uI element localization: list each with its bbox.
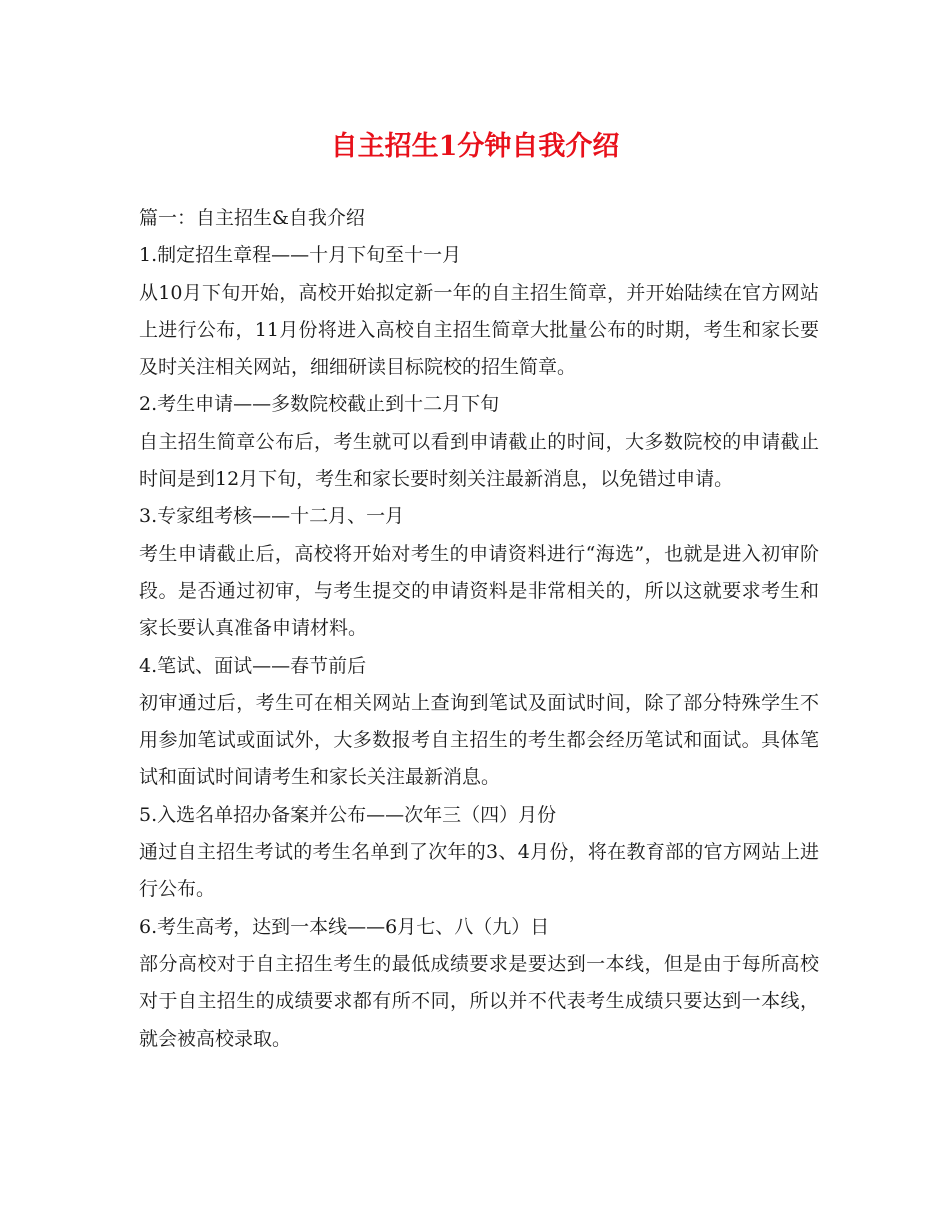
step-paragraph: 通过自主招生考试的考生名单到了次年的3、4月份，将在教育部的官方网站上进行公布。 [139,841,819,901]
section-heading: 篇一：自主招生&自我介绍 [139,207,365,229]
step-heading: 6.考生高考，达到一本线——6月七、八（九）日 [139,915,550,938]
step-paragraph: 从10月下旬开始，高校开始拟定新一年的自主招生简章，并开始陆续在官方网站上进行公布，11月份将进入高校自主招生简章大批量公布的时期，考生和家长要及时关注相关网站，细细研读目标院校的招生简章。 [139,281,819,379]
step-paragraph: 初审通过后，考生可在相关网站上查询到笔试及面试时间，除了部分特殊学生不用参加笔试或面试外，大多数报考自主招生的考生都会经历笔试和面试。具体笔试和面试时间请考生和家长关注最新消息。 [139,691,819,789]
step-paragraph: 部分高校对于自主招生考生的最低成绩要求是要达到一本线，但是由于每所高校对于自主招生的成绩要求都有所不同，所以并不代表考生成绩只要达到一本线，就会被高校录取。 [139,952,819,1050]
step-heading: 5.入选名单招办备案并公布——次年三（四）月份 [139,803,557,826]
step-paragraph: 考生申请截止后，高校将开始对考生的申请资料进行“海选”，也就是进入初审阶段。是否通过初审，与考生提交的申请资料是非常相关的，所以这就要求考生和家长要认真准备申请材料。 [139,542,819,640]
step-heading: 2.考生申请——多数院校截止到十二月下旬 [139,393,500,416]
document-title: 自主招生1分钟自我介绍 [330,131,620,162]
step-heading: 3.专家组考核——十二月、一月 [139,505,405,528]
step-paragraph: 自主招生简章公布后，考生就可以看到申请截止的时间，大多数院校的申请截止时间是到12月下旬，考生和家长要时刻关注最新消息，以免错过申请。 [139,430,819,491]
document-body [139,200,819,1058]
step-heading: 4.笔试、面试——春节前后 [139,654,367,677]
step-heading: 1.制定招生章程——十月下旬至十一月 [139,244,462,267]
